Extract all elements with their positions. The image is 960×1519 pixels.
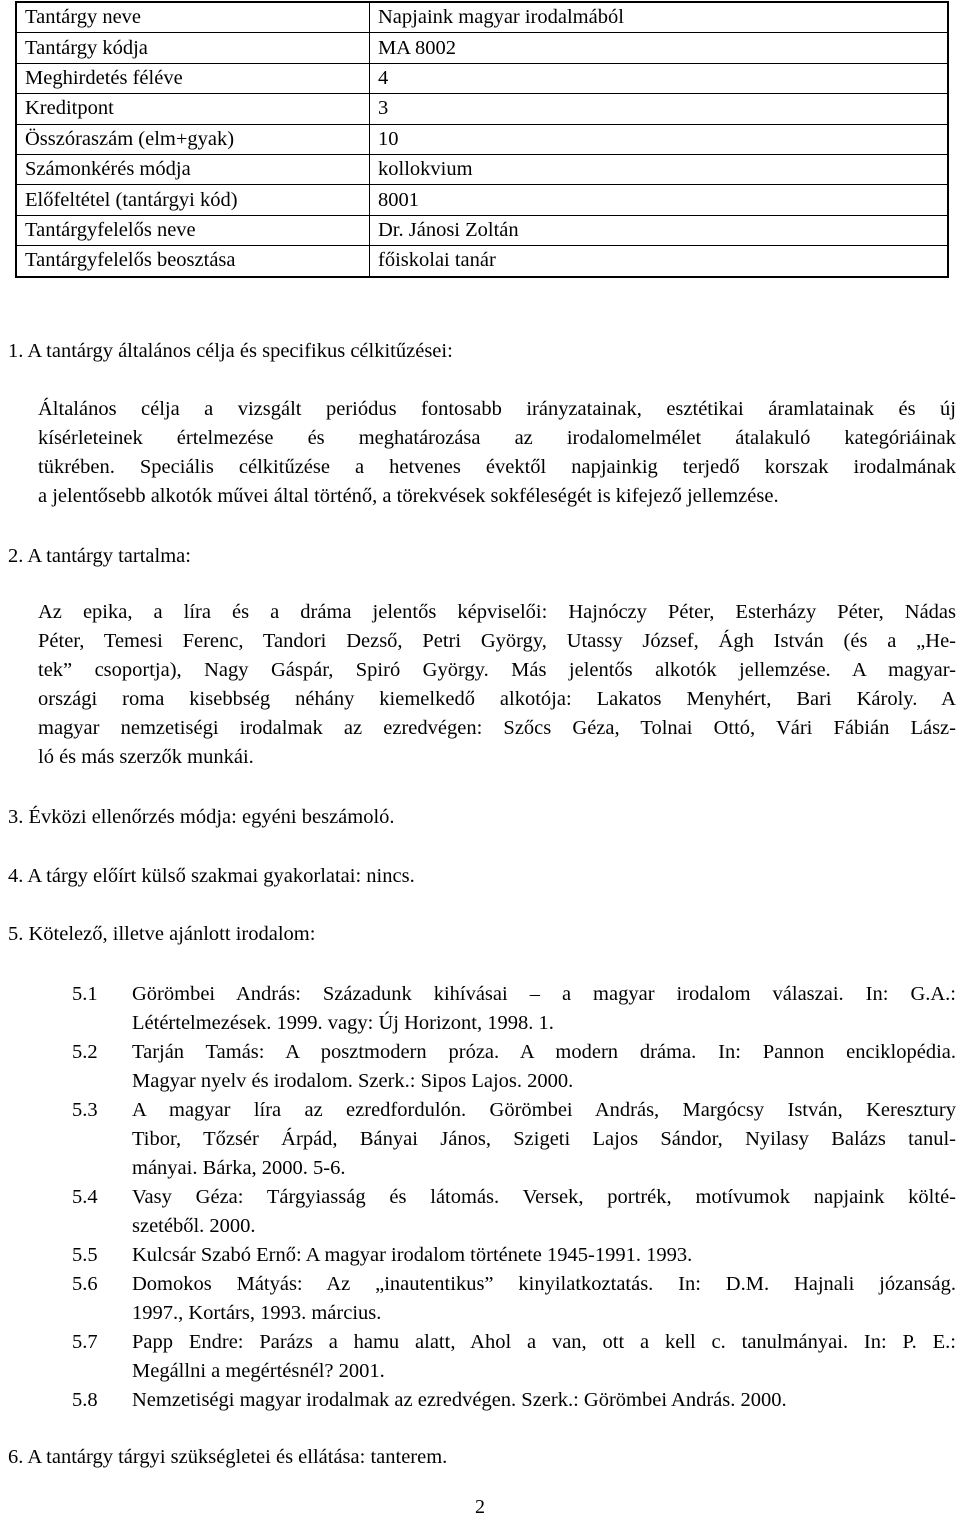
table-row <box>16 124 948 154</box>
reference-line: Nemzetiségi magyar irodalmak az ezredvégen. Szerk.: Görömbei András. 2000. <box>132 1389 787 1411</box>
reference-line: Tibor, Tőzsér Árpád, Bányai János, Szigeti Lajos Sándor, Nyilasy Balázs tanul- <box>132 1128 956 1150</box>
info-label: Előfeltétel (tantárgyi kód) <box>16 185 370 215</box>
table-row <box>16 33 948 63</box>
reference-line: Létértelmezések. 1999. vagy: Új Horizont, 1998. 1. <box>132 1012 554 1034</box>
section-6-heading: 6. A tantárgy tárgyi szükségletei és ellátása: tanterem. <box>8 1446 448 1468</box>
section-3-heading: 3. Évközi ellenőrzés módja: egyéni beszámoló. <box>8 806 395 828</box>
info-label: Tantárgyfelelős neve <box>16 215 370 245</box>
reference-number: 5.8 <box>72 1389 98 1411</box>
paragraph-line: Általános célja a vizsgált periódus fontosabb irányzatainak, esztétikai áramlatainak és új <box>38 398 956 420</box>
info-label: Meghirdetés féléve <box>16 63 370 93</box>
paragraph-line: Az epika, a líra és a dráma jelentős képviselői: Hajnóczy Péter, Esterházy Péter, Nádas <box>38 601 956 623</box>
reference-line: Papp Endre: Parázs a hamu alatt, Ahol a van, ott a kell c. tanulmányai. In: P. E.: <box>132 1331 956 1353</box>
reference-number: 5.1 <box>72 983 98 1005</box>
table-row <box>16 2 948 33</box>
reference-number: 5.2 <box>72 1041 98 1063</box>
reference-line: szetéből. 2000. <box>132 1215 256 1237</box>
table-row <box>16 185 948 215</box>
paragraph-line: ló és más szerzők munkái. <box>38 746 254 768</box>
info-label: Tantárgy neve <box>16 2 370 33</box>
reference-line: Kulcsár Szabó Ernő: A magyar irodalom története 1945-1991. 1993. <box>132 1244 693 1266</box>
table-row <box>16 63 948 93</box>
reference-line: Magyar nyelv és irodalom. Szerk.: Sipos Lajos. 2000. <box>132 1070 574 1092</box>
paragraph-line: kísérleteinek értelmezése és meghatározása az irodalomelmélet átalakuló kategóriáinak <box>38 427 956 449</box>
reference-number: 5.5 <box>72 1244 98 1266</box>
info-value: 8001 <box>370 185 949 215</box>
info-label: Kreditpont <box>16 94 370 124</box>
reference-number: 5.3 <box>72 1099 98 1121</box>
section-2-heading: 2. A tantárgy tartalma: <box>8 545 191 567</box>
page-number: 2 <box>475 1496 485 1518</box>
paragraph-line: tek” csoportja), Nagy Gáspár, Spiró György. Más jelentős alkotók jellemzése. A magyar- <box>38 659 956 681</box>
section-2-paragraph <box>38 598 956 772</box>
table-row <box>16 215 948 245</box>
info-value: Napjaink magyar irodalmából <box>370 2 949 33</box>
info-value: 3 <box>370 94 949 124</box>
reference-line: Vasy Géza: Tárgyiasság és látomás. Versek, portrék, motívumok napjaink költé- <box>132 1186 956 1208</box>
section-1-paragraph <box>38 395 956 511</box>
paragraph-line: a jelentősebb alkotók művei által történő, a törekvések sokféleségét is kifejező jellemzése. <box>38 485 779 507</box>
info-value: főiskolai tanár <box>370 246 949 277</box>
info-label: Tantárgy kódja <box>16 33 370 63</box>
paragraph-line: magyar nemzetiségi irodalmak az ezredvégen: Szőcs Géza, Tolnai Ottó, Vári Fábián Lász- <box>38 717 956 739</box>
reference-number: 5.4 <box>72 1186 98 1208</box>
reference-line: Megállni a megértésnél? 2001. <box>132 1360 385 1382</box>
info-value: 4 <box>370 63 949 93</box>
reference-line: A magyar líra az ezredfordulón. Görömbei András, Margócsy István, Keresztury <box>132 1099 956 1121</box>
paragraph-line: Péter, Temesi Ferenc, Tandori Dezső, Petri György, Utassy József, Ágh István (és a „He- <box>38 630 956 652</box>
section-4-heading: 4. A tárgy előírt külső szakmai gyakorlatai: nincs. <box>8 865 415 887</box>
info-value: 10 <box>370 124 949 154</box>
reference-line: Görömbei András: Századunk kihívásai – a magyar irodalom válaszai. In: G.A.: <box>132 983 956 1005</box>
info-value: kollokvium <box>370 154 949 184</box>
info-label: Számonkérés módja <box>16 154 370 184</box>
section-1-heading: 1. A tantárgy általános célja és specifikus célkitűzései: <box>8 340 453 362</box>
reference-line: mányai. Bárka, 2000. 5-6. <box>132 1157 346 1179</box>
paragraph-line: országi roma kisebbség néhány kiemelkedő alkotója: Lakatos Menyhért, Bari Károly. A <box>38 688 956 710</box>
reference-number: 5.7 <box>72 1331 98 1353</box>
table-row <box>16 246 948 277</box>
reference-line: Tarján Tamás: A posztmodern próza. A modern dráma. In: Pannon enciklopédia. <box>132 1041 956 1063</box>
table-row <box>16 154 948 184</box>
course-info-table <box>15 1 949 278</box>
info-value: Dr. Jánosi Zoltán <box>370 215 949 245</box>
reference-line: 1997., Kortárs, 1993. március. <box>132 1302 382 1324</box>
reference-number: 5.6 <box>72 1273 98 1295</box>
info-label: Tantárgyfelelős beosztása <box>16 246 370 277</box>
table-row <box>16 94 948 124</box>
reference-line: Domokos Mátyás: Az „inautentikus” kinyilatkoztatás. In: D.M. Hajnali józanság. <box>132 1273 956 1295</box>
info-value: MA 8002 <box>370 33 949 63</box>
info-label: Összóraszám (elm+gyak) <box>16 124 370 154</box>
paragraph-line: tükrében. Speciális célkitűzése a hetvenes évektől napjainkig terjedő korszak irodalmának <box>38 456 956 478</box>
section-5-heading: 5. Kötelező, illetve ajánlott irodalom: <box>8 923 316 945</box>
